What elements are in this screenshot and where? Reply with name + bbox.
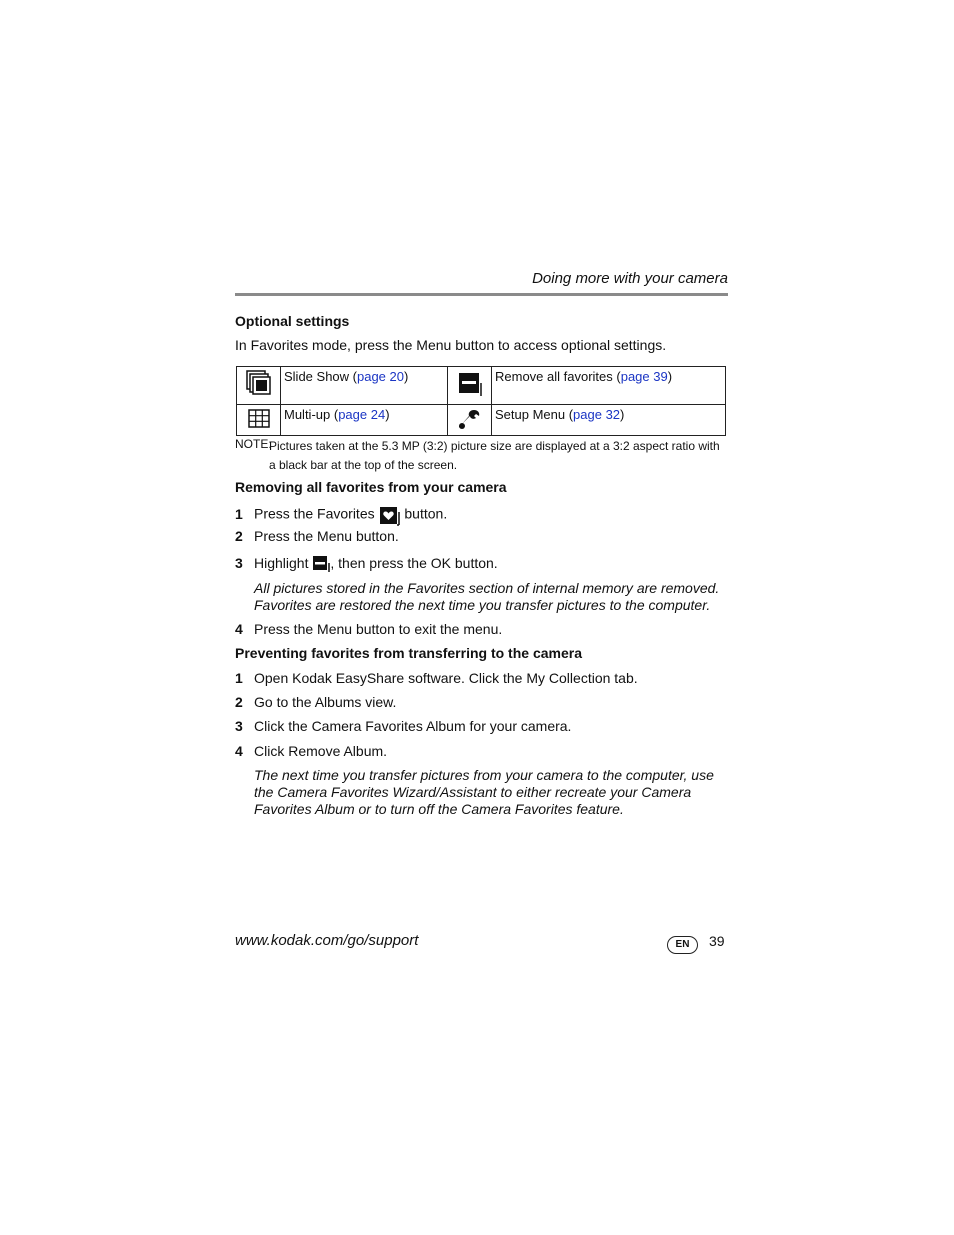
list-item (235, 621, 502, 637)
step-text: Press the Favorites (254, 505, 375, 522)
step-text: button. (404, 505, 448, 522)
multi-up-page-link[interactable]: page 24 (338, 407, 386, 422)
setup-menu-label: Setup Menu ( (495, 407, 574, 422)
step-number: 3 (235, 718, 243, 734)
table-row (237, 367, 726, 405)
remove-favorites-icon (312, 555, 330, 573)
step-number: 4 (235, 743, 243, 759)
running-header: Doing more with your camera (532, 270, 728, 287)
step-text: Go to the Albums view. (254, 694, 397, 710)
step-text: Press the Menu button. (254, 528, 399, 544)
list-item (235, 555, 498, 573)
note-text: Pictures taken at the 5.3 MP (3:2) picture size are displayed at a 3:2 aspect ratio with a black bar at the top of the screen. (269, 439, 720, 472)
list-item (235, 718, 571, 734)
remove-favorites-icon-cell (448, 367, 492, 405)
list-item (235, 670, 638, 686)
preventing-favorites-heading: Preventing favorites from transferring to the camera (235, 645, 582, 661)
step-text: Click Remove Album. (254, 743, 388, 759)
remove-favorites-icon (457, 371, 483, 397)
setup-wrench-icon (458, 408, 482, 430)
list-item (235, 694, 396, 710)
step-number: 3 (235, 555, 243, 571)
step-text: , then press the OK button. (330, 555, 498, 571)
setup-icon-cell (448, 405, 492, 436)
paren: ) (620, 407, 625, 422)
language-badge: EN (667, 936, 698, 954)
optional-settings-intro: In Favorites mode, press the Menu button to access optional settings. (235, 337, 667, 353)
paren: ) (667, 369, 673, 384)
step-text: Click the Camera Favorites Album for your camera. (254, 718, 572, 734)
step-text: Press the Menu button to exit the menu. (254, 621, 503, 637)
step-number: 4 (235, 621, 243, 637)
slideshow-icon (246, 370, 272, 398)
step-text: Open Kodak EasyShare software. Click the My Collection tab. (254, 670, 638, 686)
support-url[interactable]: www.kodak.com/go/support (235, 932, 419, 949)
remove-all-favorites-label: Remove all favorites ( (495, 369, 621, 384)
remove-all-favorites-cell (492, 367, 726, 405)
list-item (235, 743, 387, 759)
multi-up-icon-cell (237, 405, 281, 436)
note-label: NOTE: (235, 437, 272, 451)
optional-settings-table (236, 366, 726, 436)
slideshow-icon-cell (237, 367, 281, 405)
remove-all-favorites-page-link[interactable]: page 39 (620, 369, 668, 384)
preventing-result-note: The next time you transfer pictures from your camera to the computer, use the Camera Favorites Wizard/Assistant to either recreate your Camera Favorites Album or to turn off the Camera Favorites feature. (254, 767, 714, 817)
multi-up-label: Multi-up ( (284, 407, 339, 422)
step-number: 1 (235, 505, 243, 522)
optional-settings-heading: Optional settings (235, 313, 350, 329)
favorites-button-icon (379, 504, 401, 526)
multi-up-grid-icon (248, 409, 270, 429)
header-rule (235, 293, 728, 296)
removing-result-note: All pictures stored in the Favorites section of internal memory are removed. Favorites are restored the next time you transfer pictures to the computer. (254, 580, 720, 613)
paren: ) (403, 369, 409, 384)
step-number: 1 (235, 670, 243, 686)
list-item (235, 504, 447, 526)
slide-show-cell (281, 367, 448, 405)
slide-show-label: Slide Show ( (284, 369, 357, 384)
step-number: 2 (235, 528, 243, 544)
setup-menu-page-link[interactable]: page 32 (573, 407, 621, 422)
removing-favorites-heading: Removing all favorites from your camera (235, 479, 507, 495)
slide-show-page-link[interactable]: page 20 (356, 369, 404, 384)
step-text: Highlight (254, 555, 309, 571)
multi-up-cell (281, 405, 448, 436)
step-number: 2 (235, 694, 243, 710)
table-row (237, 405, 726, 436)
list-item (235, 528, 399, 544)
page-number: 39 (709, 933, 725, 949)
setup-menu-cell (492, 405, 726, 436)
paren: ) (385, 407, 390, 422)
